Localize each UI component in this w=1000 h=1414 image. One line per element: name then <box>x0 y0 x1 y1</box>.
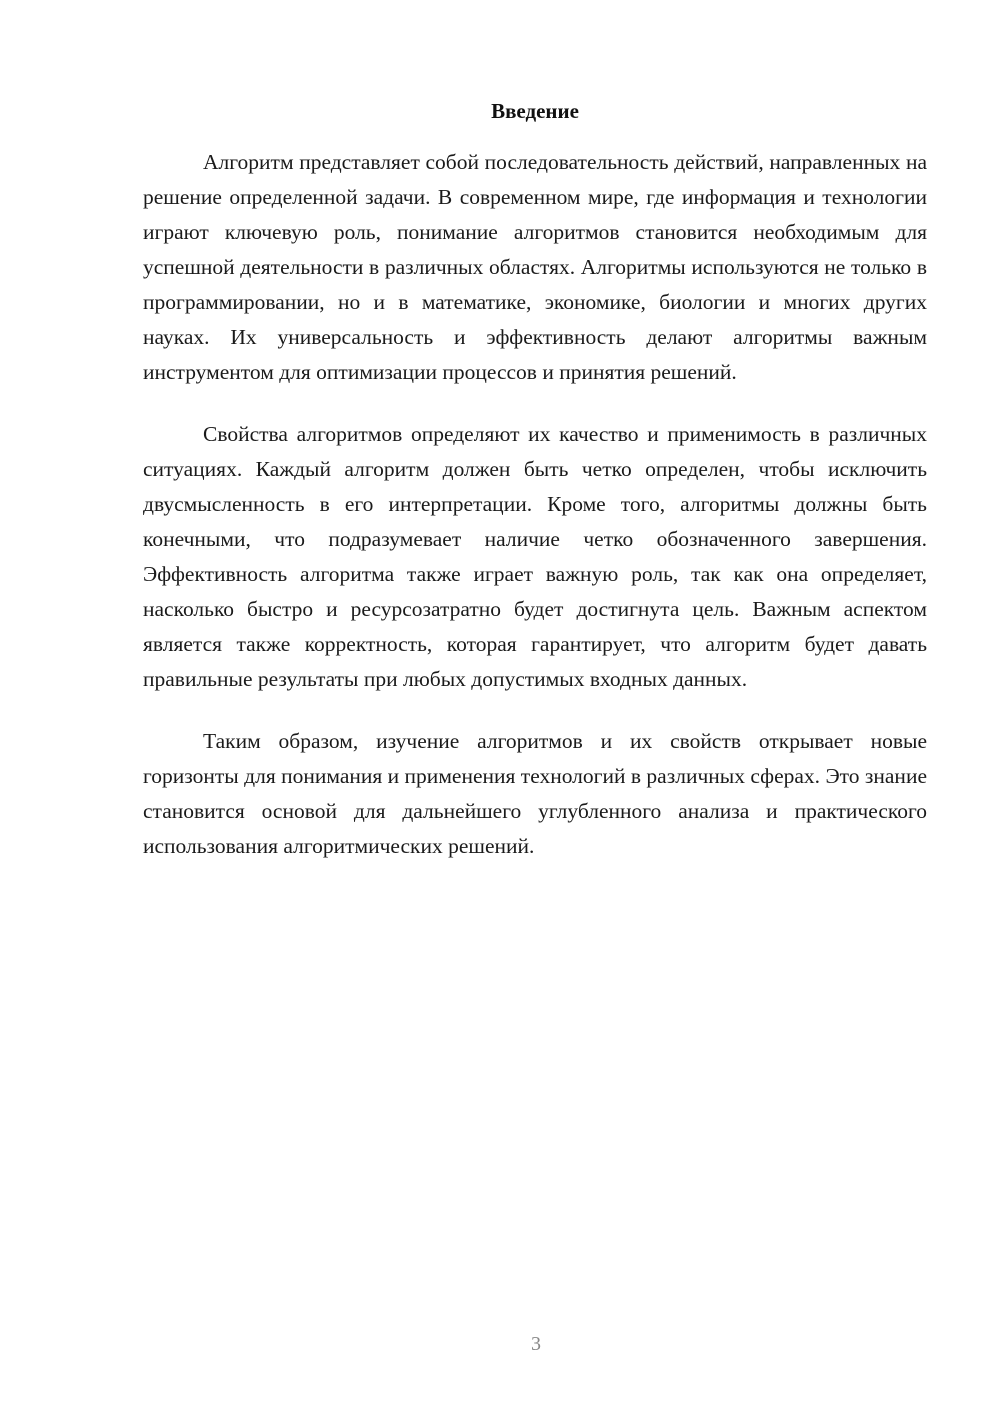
page-content <box>143 96 927 864</box>
page-number: 3 <box>531 1333 541 1355</box>
paragraph-3: Таким образом, изучение алгоритмов и их свойств открывает новые горизонты для понимания и применения технологий в различных сферах. Это знание становится основой для дальнейшего углубленного анализа и практического использования алгоритмических решений. <box>143 729 927 858</box>
section-title: Введение <box>491 99 579 123</box>
paragraph-1: Алгоритм представляет собой последовательность действий, направленных на решение определенной задачи. В современном мире, где информация и технологии играют ключевую роль, понимание алгоритмов становится необходимым для успешной деятельности в различных областях. Алгоритмы используются не только в программировании, но и в математике, экономике, биологии и многих других науках. Их универсальность и эффективность делают алгоритмы важным инструментом для оптимизации процессов и принятия решений. <box>143 150 927 384</box>
paragraph-2: Свойства алгоритмов определяют их качество и применимость в различных ситуациях. Каждый алгоритм должен быть четко определен, чтобы исключить двусмысленность в его интерпретации. Кроме того, алгоритмы должны быть конечными, что подразумевает наличие четко обозначенного завершения. Эффективность алгоритма также играет важную роль, так как она определяет, насколько быстро и ресурсозатратно будет достигнута цель. Важным аспектом является также корректность, которая гарантирует, что алгоритм будет давать правильные результаты при любых допустимых входных данных. <box>143 422 927 691</box>
